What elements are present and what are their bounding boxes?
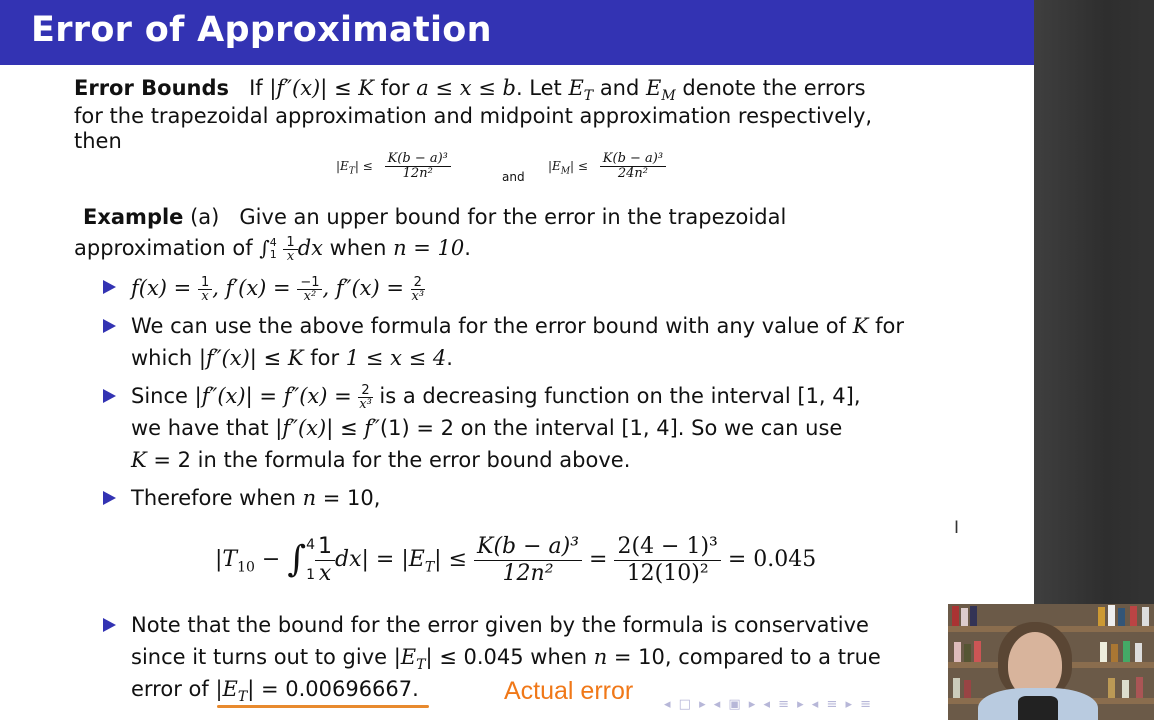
and-word: and	[502, 170, 525, 184]
numerator: K(b − a)³	[600, 152, 666, 167]
integral-sign: ∫	[287, 539, 307, 580]
fraction	[600, 152, 666, 181]
math: |E	[548, 159, 561, 173]
text: | ≤ 0.045 when	[425, 645, 594, 669]
error-equation	[215, 530, 816, 590]
bullet-marker	[103, 491, 116, 505]
book	[953, 678, 960, 698]
upper-limit: 4	[269, 236, 277, 249]
book	[1108, 678, 1115, 698]
math: K	[131, 448, 147, 472]
integral-sign: ∫	[259, 236, 270, 260]
text: | ≤	[320, 76, 359, 100]
example-line-2	[74, 235, 471, 263]
math: f″(x)	[276, 76, 321, 100]
numerator: −1	[297, 276, 322, 290]
text: . Let	[515, 76, 569, 100]
denominator: x	[286, 248, 295, 264]
math: −	[254, 547, 288, 572]
math: n	[302, 486, 317, 510]
fraction	[614, 534, 720, 587]
math: f(x) =	[131, 276, 198, 300]
denominator: x³	[359, 396, 372, 412]
error-bounds-line-2: for the trapezoidal approximation and midpoint approximation respectively,	[74, 104, 873, 128]
math-sub: T	[424, 559, 435, 576]
math: f″(x)	[283, 384, 328, 408]
denominator: 12(10)²	[626, 560, 709, 586]
book	[974, 641, 981, 662]
error-bound-formula-trap	[336, 152, 451, 181]
text: for	[303, 346, 346, 370]
fraction	[297, 276, 322, 303]
math: a ≤ x ≤ b	[416, 76, 516, 100]
math: K	[852, 314, 869, 338]
bullet-marker	[103, 389, 116, 403]
text: .	[464, 236, 471, 260]
numerator: K(b − a)³	[474, 534, 582, 561]
bullet-3-line-1	[131, 383, 861, 411]
bullet-4-line-1	[131, 485, 380, 511]
text: .	[446, 346, 453, 370]
book	[961, 608, 968, 626]
math-sub: M	[560, 166, 571, 177]
error-bounds-label: Error Bounds	[74, 76, 230, 100]
book	[1100, 642, 1107, 662]
text-cursor-icon: I	[954, 518, 960, 538]
bullet-marker	[103, 280, 116, 294]
math: = 0.045	[720, 547, 817, 572]
math: , f″(x) =	[322, 276, 411, 300]
book	[1098, 607, 1105, 626]
text: = 10,	[316, 486, 381, 510]
fraction	[358, 384, 372, 411]
book	[1136, 677, 1143, 698]
book	[1108, 605, 1115, 626]
denominator: x²	[303, 288, 317, 304]
math: n = 10	[393, 236, 465, 260]
math: |E	[215, 677, 238, 701]
numerator: 1	[198, 276, 212, 290]
math: E	[646, 76, 662, 100]
example-label: Example	[83, 205, 184, 229]
text: error of	[131, 677, 216, 701]
lower-limit: 1	[269, 248, 277, 261]
book	[1123, 641, 1130, 662]
math: n	[593, 645, 608, 669]
numerator: 1	[315, 534, 335, 561]
book	[1135, 643, 1142, 662]
text: for	[374, 76, 417, 100]
beamer-navigation-bar[interactable]: ◂ □ ▸ ◂ ▣ ▸ ◂ ≡ ▸ ◂ ≡ ▸ ≡	[664, 697, 874, 712]
text: | ≤	[249, 346, 288, 370]
math: f″(x)	[201, 384, 246, 408]
book	[970, 606, 977, 626]
bullet-2-line-2	[131, 345, 453, 371]
text: =	[327, 384, 359, 408]
math-sub: T	[348, 166, 355, 177]
slide-title: Error of Approximation	[31, 10, 492, 50]
denominator: 24n²	[617, 166, 648, 181]
text: and	[593, 76, 646, 100]
math: =	[582, 547, 615, 572]
text: for	[868, 314, 904, 338]
integral-limits	[306, 530, 315, 590]
fraction	[411, 276, 425, 303]
math: K	[287, 346, 304, 370]
denominator: 12n²	[502, 560, 554, 586]
text: | =	[245, 384, 284, 408]
bullet-marker	[103, 618, 116, 632]
denominator: x	[201, 288, 209, 304]
fraction	[283, 236, 297, 263]
text: Since |	[131, 384, 202, 408]
fraction	[474, 534, 582, 587]
book	[1122, 680, 1129, 698]
text: is a decreasing function on the interval [1, 4],	[372, 384, 861, 408]
math-sub: T	[237, 689, 248, 706]
math: dx| = |E	[335, 547, 425, 572]
numerator: 2(4 − 1)³	[614, 534, 720, 561]
math: | ≤	[354, 159, 373, 173]
book	[952, 606, 959, 626]
bullet-5-line-2	[131, 644, 881, 678]
text: | ≤	[326, 416, 365, 440]
text: Give an upper bound for the error in the trapezoidal	[239, 205, 787, 229]
integral-limits	[270, 237, 277, 261]
denominator: 12n²	[402, 166, 433, 181]
numerator: 1	[283, 236, 297, 250]
book	[1142, 607, 1149, 626]
text: If |	[249, 76, 277, 100]
math: f″	[364, 416, 380, 440]
fraction	[198, 276, 212, 303]
fraction	[315, 534, 335, 587]
math-sub: T	[583, 88, 594, 105]
denominator: x	[318, 560, 332, 586]
bullet-1	[131, 275, 425, 303]
error-bounds-line-3: then	[74, 129, 122, 153]
math: , f′(x) =	[212, 276, 298, 300]
math: E	[568, 76, 584, 100]
bullet-marker	[103, 319, 116, 333]
math: 1 ≤ x ≤ 4	[345, 346, 447, 370]
webcam-overlay	[948, 604, 1154, 720]
bullet-5-line-1: Note that the bound for the error given by the formula is conservative	[131, 613, 869, 637]
text: approximation of	[74, 236, 260, 260]
lower-limit: 1	[306, 567, 316, 583]
presenter-shirt	[1018, 696, 1058, 720]
book	[1130, 606, 1137, 626]
text: which |	[131, 346, 206, 370]
example-line-1	[83, 204, 786, 230]
title-bar	[0, 0, 1034, 65]
text: .	[412, 677, 419, 701]
book	[954, 642, 961, 662]
text: denote the errors	[675, 76, 866, 100]
error-bound-formula-mid	[548, 152, 666, 181]
math: f″(x)	[282, 416, 327, 440]
math: | ≤	[570, 159, 588, 173]
math: | ≤	[434, 547, 475, 572]
upper-limit: 4	[306, 537, 316, 553]
math-sub: 10	[237, 559, 255, 576]
math: f″(x)	[205, 346, 250, 370]
math: |E	[336, 159, 349, 173]
math: |T	[215, 547, 238, 572]
math: dx	[297, 236, 323, 260]
handwritten-underline	[217, 705, 429, 708]
text: since it turns out to give |	[131, 645, 401, 669]
bullet-3-line-2	[131, 415, 842, 441]
text: = 10, compared to a true	[607, 645, 881, 669]
text: when	[323, 236, 394, 260]
text: we have that |	[131, 416, 283, 440]
math-sub: M	[661, 88, 676, 105]
book	[1111, 644, 1118, 662]
text: = 2 in the formula for the error bound above.	[146, 448, 631, 472]
text: We can use the above formula for the error bound with any value of	[131, 314, 853, 338]
denominator: x³	[411, 288, 425, 304]
math: K	[358, 76, 374, 100]
book	[1118, 608, 1125, 626]
numerator: 2	[358, 384, 372, 398]
bullet-3-line-3	[131, 447, 630, 473]
book	[964, 680, 971, 698]
numerator: K(b − a)³	[385, 152, 451, 167]
math-sub: T	[416, 657, 426, 674]
text: | = 0.00696667	[247, 677, 413, 701]
math: E	[400, 645, 417, 669]
example-part: (a)	[190, 205, 220, 229]
bullet-2-line-1	[131, 313, 904, 339]
numerator: 2	[411, 276, 425, 290]
text: Therefore when	[131, 486, 303, 510]
book	[964, 644, 971, 662]
actual-error-annotation: Actual error	[504, 677, 634, 705]
fraction	[385, 152, 451, 181]
text: (1) = 2 on the interval [1, 4]. So we can use	[379, 416, 843, 440]
